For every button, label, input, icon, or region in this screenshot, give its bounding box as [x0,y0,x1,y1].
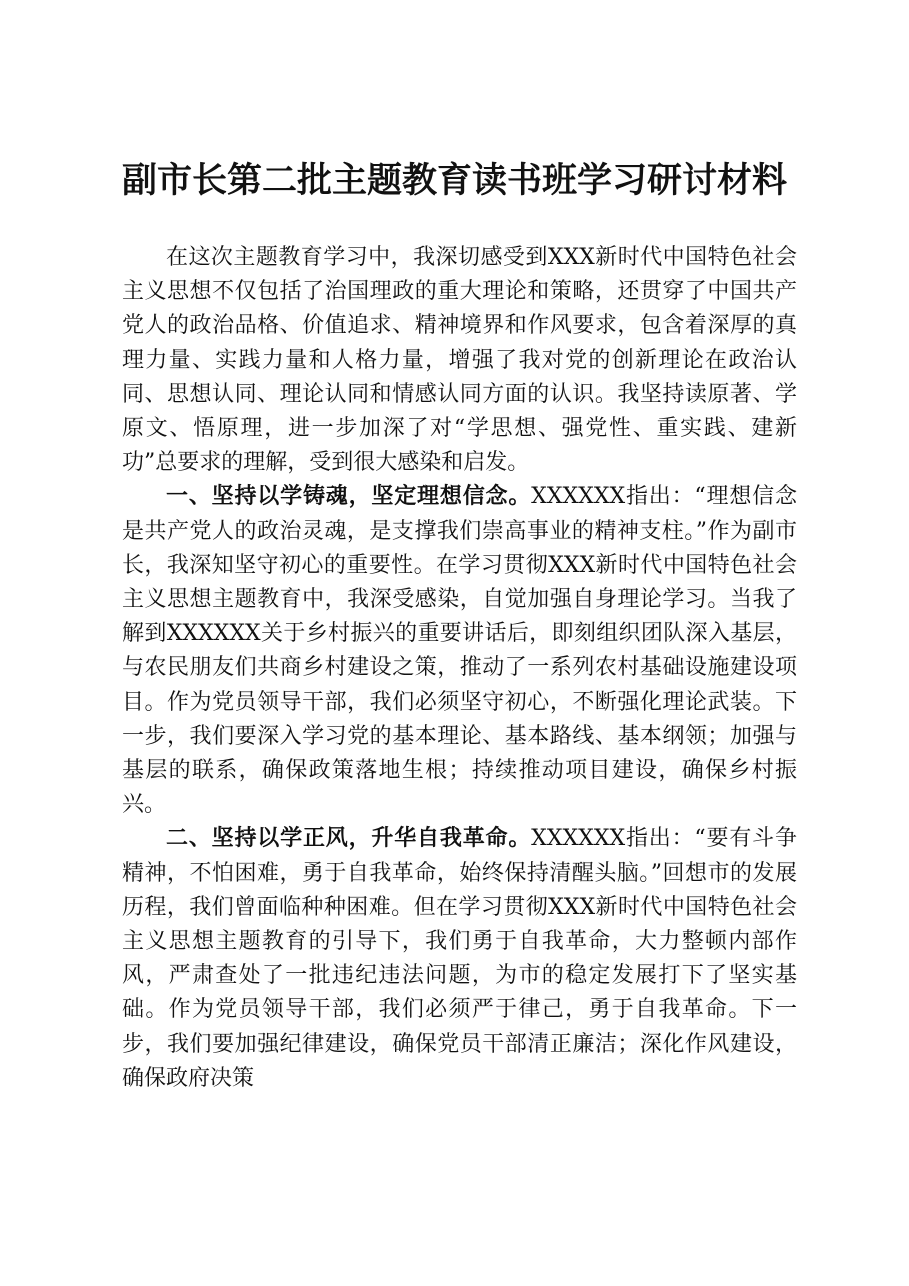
paragraph-section-2 [122,822,797,1096]
section-2-heading: 二、坚持以学正风，升华自我革命。 [166,826,532,852]
paragraph-intro [122,241,797,480]
paragraph-intro-text: 在这次主题教育学习中，我深切感受到XXX新时代中国特色社会主义思想不仅包括了治国理政的重大理论和策略，还贯穿了中国共产党人的政治品格、价值追求、精神境界和作风要求，包含着深厚的真理力量、实践力量和人格力量，增强了我对党的创新理论在政治认同、思想认同、理论认同和情感认同方面的认识。我坚持读原著、学原文、悟原理，进一步加深了对“学思想、强党性、重实践、建新功”总要求的理解，受到很大感染和启发。 [122,245,797,476]
section-2-text: XXXXXX指出：“要有斗争精神，不怕困难，勇于自我革命，始终保持清醒头脑。”回想市的发展历程，我们曾面临种种困难。但在学习贯彻XXX新时代中国特色社会主义思想主题教育的引导下，我们勇于自我革命，大力整顿内部作风，严肃查处了一批违纪违法问题，为市的稳定发展打下了坚实基础。作为党员领导干部，我们必须严于律己，勇于自我革命。下一步，我们要加强纪律建设，确保党员干部清正廉洁；深化作风建设，确保政府决策 [122,826,797,1091]
section-1-heading: 一、坚持以学铸魂，坚定理想信念。 [166,484,532,510]
document-title: 副市长第二批主题教育读书班学习研讨材料 [121,161,787,201]
paragraph-section-1 [122,480,797,822]
document-body [122,241,797,1096]
section-1-text: XXXXXX指出：“理想信念是共产党人的政治灵魂，是支撑我们崇高事业的精神支柱。”作为副市长，我深知坚守初心的重要性。在学习贯彻XXX新时代中国特色社会主义思想主题教育中，我深受感染，自觉加强自身理论学习。当我了解到XXXXXX关于乡村振兴的重要讲话后，即刻组织团队深入基层，与农民朋友们共商乡村建设之策，推动了一系列农村基础设施建设项目。作为党员领导干部，我们必须坚守初心，不断强化理论武装。下一步，我们要深入学习党的基本理论、基本路线、基本纲领；加强与基层的联系，确保政策落地生根；持续推动项目建设，确保乡村振兴。 [122,484,797,818]
